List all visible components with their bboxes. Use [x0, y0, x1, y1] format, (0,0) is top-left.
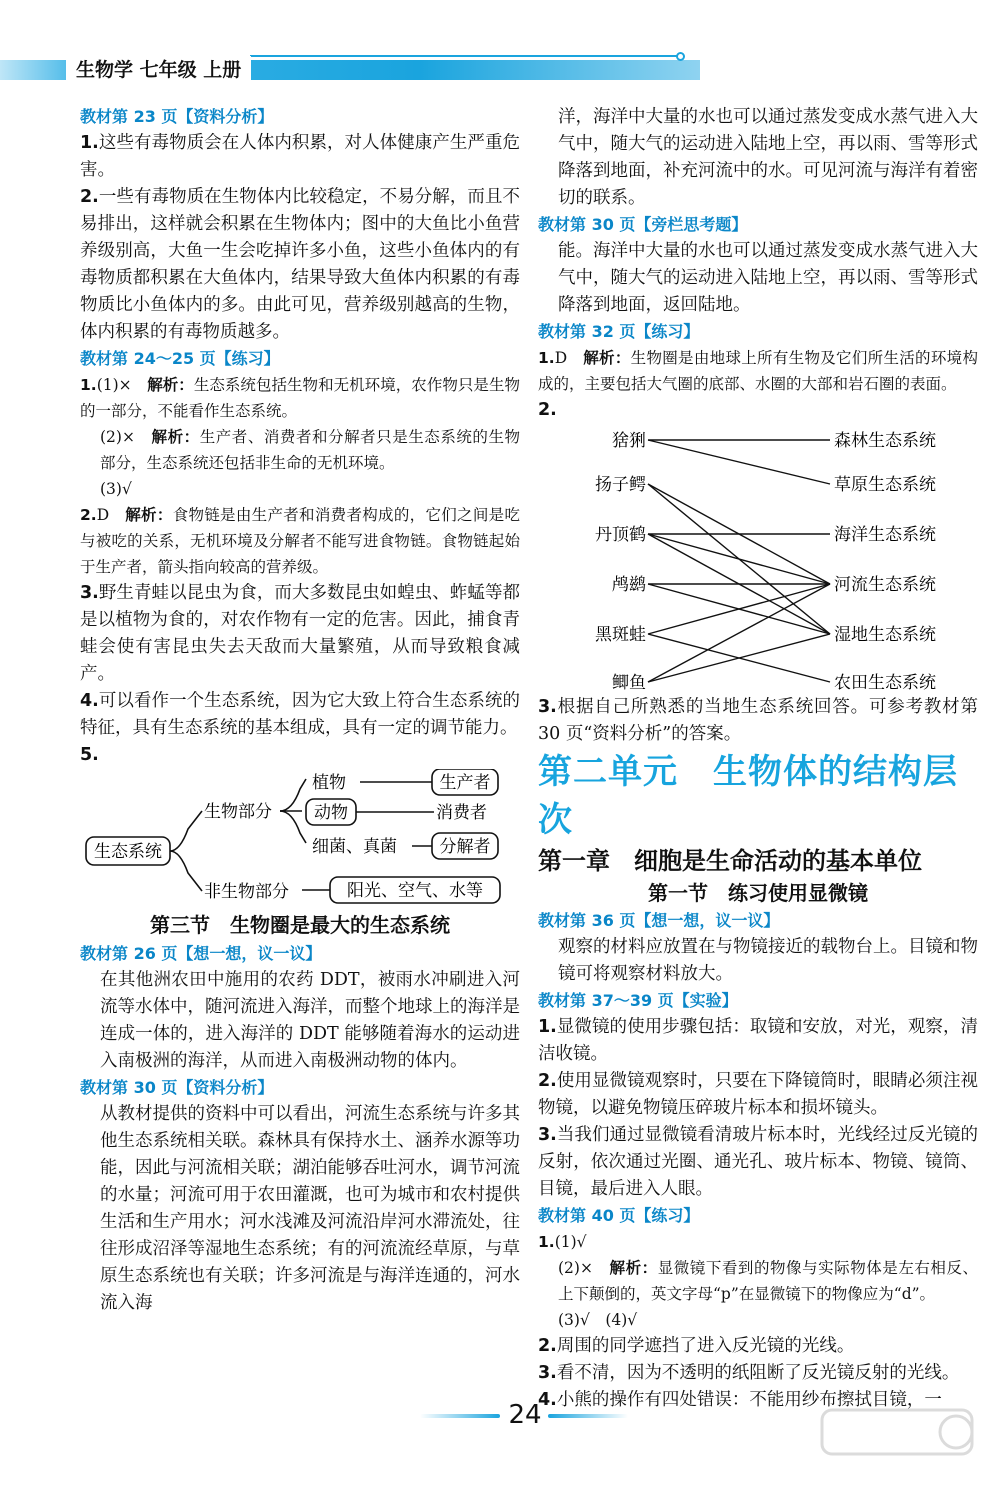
chapter-title: 第一章 细胞是生命活动的基本单位	[538, 847, 922, 875]
answer-item: 1.显微镜的使用步骤包括：取镜和安放，对光，观察，清洁收镜。	[538, 1017, 978, 1064]
answer-item: 2.D 解析：食物链是由生产者和消费者构成的，它们之间是吃与被吃的关系，无机环境及分解者不能写进食物链。食物链起始于生产者，箭头指向较高的营养级。	[80, 506, 520, 576]
answer-item: 3.根据自己所熟悉的当地生态系统回答。可参考教材第 30 页“资料分析”的答案。	[538, 697, 978, 744]
match-animal-label: 猞猁	[612, 431, 646, 451]
match-ecosystem-label: 农田生态系统	[834, 673, 936, 693]
match-animal-label: 黑斑蛙	[595, 625, 646, 645]
match-ecosystem-label: 森林生态系统	[834, 431, 936, 451]
answer-item: 3.当我们通过显微镜看清玻片标本时，光线经过反光镜的反射，依次通过光圈、通光孔、玻片标本、物镜、镜筒、目镜，最后进入人眼。	[538, 1125, 978, 1199]
section-heading: 教材第 23 页【资料分析】	[80, 107, 274, 126]
header-rule	[250, 55, 680, 57]
match-ecosystem-label: 湿地生态系统	[834, 625, 936, 645]
section-heading: 教材第 26 页【想一想，议一议】	[80, 944, 322, 963]
section-heading: 教材第 32 页【练习】	[538, 322, 700, 341]
watermark-logo-icon	[818, 1404, 988, 1482]
match-animal-label: 鲫鱼	[612, 673, 646, 693]
answer-paragraph: 在其他洲农田中施用的农药 DDT，被雨水冲刷进入河流等水体中，随河流进入海洋，而整个地球上的海洋是连成一体的，进入海洋的 DDT 能够随着海水的运动进入南极洲的海洋，从而进入南极洲动物的体内。	[100, 970, 520, 1071]
answer-item: 4.小熊的操作有四处错误：不能用纱布擦拭目镜，一	[538, 1390, 942, 1410]
answer-item: (2)× 解析：显微镜下看到的物像与实际物体是左右相反、上下颠倒的，英文字母“p”在显微镜下的物像应为“d”。	[558, 1259, 978, 1303]
tree-animals: 动物	[314, 803, 348, 823]
section-heading: 教材第 37～39 页【实验】	[538, 991, 738, 1010]
page-number: 24	[508, 1400, 542, 1430]
match-animal-label: 鸬鹚	[612, 575, 646, 595]
match-ecosystem-label: 河流生态系统	[834, 575, 936, 595]
left-column	[80, 104, 520, 1317]
answer-item: (3)√	[100, 480, 132, 498]
answer-item: 4.可以看作一个生态系统，因为它大致上符合生态系统的特征，具有生态系统的基本组成，具有一定的调节能力。	[80, 691, 520, 738]
section-title: 第三节 生物圈是最大的生态系统	[150, 913, 450, 937]
answer-paragraph: 能。海洋中大量的水也可以通过蒸发变成水蒸气进入大气中，随大气的运动进入陆地上空，再以雨、雪等形式降落到地面，返回陆地。	[558, 241, 978, 315]
section-heading: 教材第 24～25 页【练习】	[80, 349, 280, 368]
match-animal-label: 丹顶鹤	[595, 525, 646, 545]
tree-producer: 生产者	[439, 773, 491, 793]
answer-item: 1.(1)√	[538, 1233, 587, 1251]
tree-bio-part: 生物部分	[204, 802, 272, 822]
tree-consumer: 消费者	[436, 803, 487, 823]
tree-environment: 阳光、空气、水等	[347, 881, 483, 901]
answer-item: 2.使用显微镜观察时，只要在下降镜筒时，眼睛必须注视物镜，以避免物镜压碎玻片标本和损坏镜头。	[538, 1071, 978, 1118]
tree-root: 生态系统	[94, 842, 162, 862]
page-header	[0, 52, 1000, 86]
footer-decoration	[420, 1414, 500, 1418]
match-animal-label: 扬子鳄	[595, 475, 646, 495]
tree-nonbio-part: 非生物部分	[204, 882, 289, 902]
answer-item: 1.D 解析：生物圈是由地球上所有生物及它们所生活的环境构成的，主要包括大气圈的底部、水圈的大部和岩石圈的表面。	[538, 349, 978, 393]
match-ecosystem-label: 海洋生态系统	[834, 525, 936, 545]
answer-paragraph: 洋，海洋中大量的水也可以通过蒸发变成水蒸气进入大气中，随大气的运动进入陆地上空，再以雨、雪等形式降落到地面，补充河流中的水。可见河流与海洋有着密切的联系。	[558, 107, 978, 208]
footer-decoration	[548, 1414, 628, 1418]
answer-item: 3.看不清，因为不透明的纸阻断了反光镜反射的光线。	[538, 1363, 960, 1383]
answer-item: 2.周围的同学遮挡了进入反光镜的光线。	[538, 1336, 855, 1356]
section-heading: 教材第 30 页【资料分析】	[80, 1078, 274, 1097]
answer-item: 3.野生青蛙以昆虫为食，而大多数昆虫如蝗虫、蚱蜢等都是以植物为食的，对农作物有一定的危害。因此，捕食青蛙会使有害昆虫失去天敌而大量繁殖，从而导致粮食减产。	[80, 583, 520, 684]
match-link-line	[648, 440, 830, 484]
answer-paragraph: 观察的材料应放置在与物镜接近的载物台上。目镜和物镜可将观察材料放大。	[558, 937, 978, 984]
answer-item: 2.一些有毒物质在生物体内比较稳定，不易分解，而且不易排出，这样就会积累在生物体内；图中的大鱼比小鱼营养级别高，大鱼一生会吃掉许多小鱼，这些小鱼体内的有毒物质都积累在大鱼体内，结果导致大鱼体内积累的有毒物质比小鱼体内的多。由此可见，营养级别越高的生物，体内积累的有毒物质越多。	[80, 187, 520, 342]
answer-item: (2)× 解析：生产者、消费者和分解者只是生态系统的生物部分，生态系统还包括非生命的无机环境。	[100, 428, 520, 472]
match-link-line	[648, 534, 830, 584]
answer-item: 2.	[538, 400, 557, 420]
answer-paragraph: 从教材提供的资料中可以看出，河流生态系统与许多其他生态系统相关联。森林具有保持水土、涵养水源等功能，因此与河流相关联；湖泊能够吞吐河水，调节河流的水量；河流可用于农田灌溉，也可为城市和农村提供生活和生产用水；河水浅滩及河流沿岸河水滞流处，往往形成沼泽等湿地生态系统；有的河流流经草原，与草原生态系统也有关联；许多河流是与海洋连通的，河水流入海	[100, 1104, 520, 1313]
match-ecosystem-label: 草原生态系统	[834, 475, 936, 495]
section-heading: 教材第 30 页【旁栏思考题】	[538, 215, 748, 234]
book-title: 生物学 七年级 上册	[66, 56, 251, 84]
match-link-line	[648, 584, 830, 682]
answer-item: 5.	[80, 745, 99, 765]
section-heading: 教材第 36 页【想一想，议一议】	[538, 911, 780, 930]
answer-item: (3)√ (4)√	[558, 1311, 638, 1329]
tree-microbes: 细菌、真菌	[312, 837, 397, 857]
unit-title: 第二单元 生物体的结构层次	[538, 752, 958, 840]
answer-item: 1.这些有毒物质会在人体内积累，对人体健康产生严重危害。	[80, 133, 520, 180]
habitat-matching-diagram	[538, 424, 978, 694]
right-column	[538, 104, 978, 1414]
header-dot-icon	[676, 52, 685, 61]
section-title: 第一节 练习使用显微镜	[648, 881, 868, 905]
tree-plants: 植物	[312, 773, 346, 793]
section-heading: 教材第 40 页【练习】	[538, 1206, 700, 1225]
ecosystem-tree-diagram	[80, 769, 520, 909]
tree-decomposer: 分解者	[439, 837, 491, 857]
answer-item: 1.(1)× 解析：生态系统包括生物和无机环境，农作物只是生物的一部分，不能看作生态系统。	[80, 376, 520, 420]
